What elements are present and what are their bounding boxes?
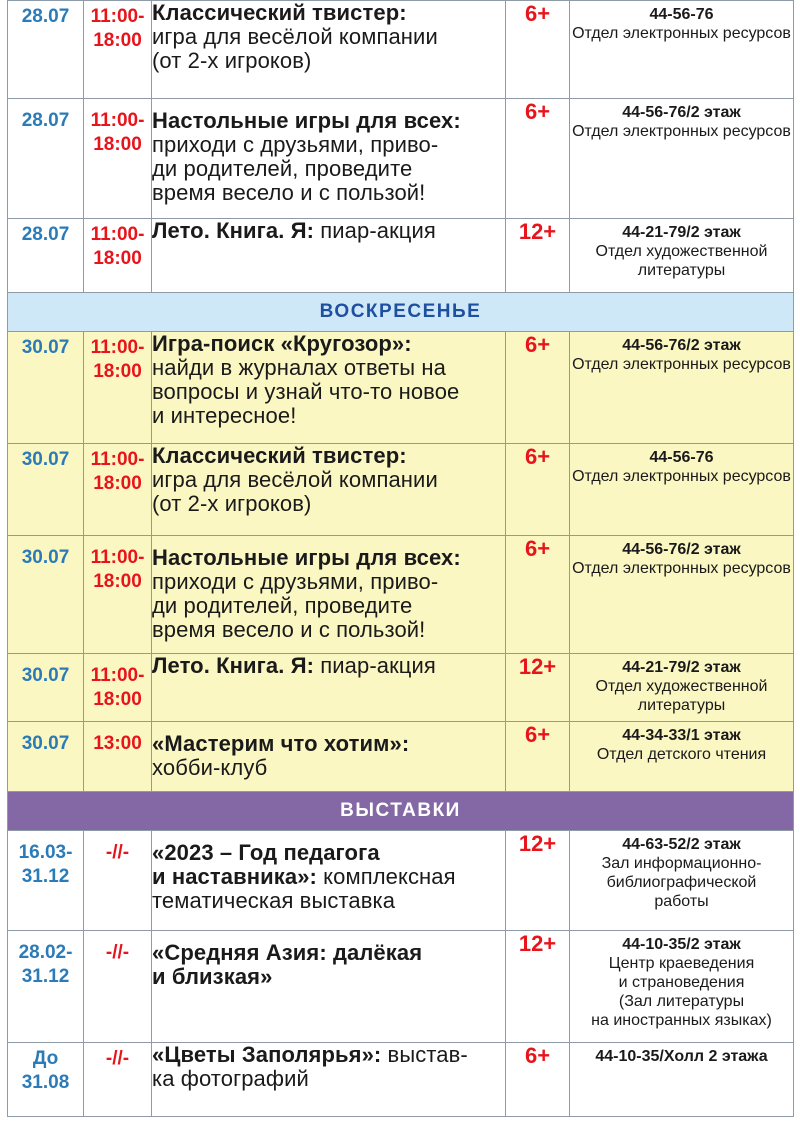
- section-title: ВОСКРЕСЕНЬЕ: [8, 293, 794, 332]
- event-title: Лето. Книга. Я: пиар-акция: [152, 218, 436, 243]
- exhibition-row: [8, 831, 794, 931]
- age-rating: 6+: [524, 99, 551, 124]
- event-time: 11:00- 18:00: [90, 665, 145, 710]
- age-rating: 6+: [524, 536, 551, 561]
- exhibition-title: «Средняя Азия: далёкая и близкая»: [152, 940, 423, 989]
- exhibition-contact: 44-10-35/Холл 2 этажа: [595, 1048, 768, 1065]
- exhibition-time: -//-: [105, 842, 130, 863]
- event-time: 11:00- 18:00: [90, 547, 145, 592]
- section-title: ВЫСТАВКИ: [8, 792, 794, 831]
- event-contact: 44-56-76/2 этаж Отдел электронных ресурсов: [572, 104, 791, 140]
- exhibition-contact: 44-63-52/2 этаж Зал информационно- библиографической работы: [601, 836, 762, 910]
- exhibition-row: [8, 1043, 794, 1117]
- event-title: Игра-поиск «Кругозор»: найди в журналах ответы на вопросы и узнай что-то новое и интересное!: [152, 331, 460, 428]
- exhibition-time: -//-: [105, 942, 130, 963]
- event-date: 28.07: [21, 6, 70, 27]
- event-row: [8, 722, 794, 792]
- section-header-sunday: [8, 293, 794, 332]
- event-date: 28.07: [21, 110, 70, 131]
- age-rating: 6+: [524, 1043, 551, 1068]
- event-contact: 44-34-33/1 этаж Отдел детского чтения: [596, 727, 767, 763]
- event-time: 11:00- 18:00: [90, 110, 145, 155]
- event-time: 13:00: [93, 733, 142, 754]
- age-rating: 6+: [524, 332, 551, 357]
- age-rating: 12+: [518, 654, 557, 679]
- exhibition-contact: 44-10-35/2 этаж Центр краеведения и страноведения (Зал литературы на иностранных языках): [591, 936, 772, 1029]
- event-contact: 44-56-76/2 этаж Отдел электронных ресурсов: [572, 541, 791, 577]
- event-date: 30.07: [21, 337, 70, 358]
- exhibition-title: «2023 – Год педагога и наставника»: комплексная тематическая выставка: [152, 840, 456, 913]
- event-contact: 44-21-79/2 этаж Отдел художественной литературы: [595, 224, 768, 279]
- exhibition-dates: До 31.08: [21, 1048, 70, 1093]
- exhibition-dates: 16.03- 31.12: [18, 842, 73, 887]
- event-date: 30.07: [21, 547, 70, 568]
- event-title: Классический твистер: игра для весёлой компании (от 2-х игроков): [152, 443, 438, 516]
- event-row: [8, 1, 794, 99]
- event-time: 11:00- 18:00: [90, 337, 145, 382]
- event-title: Классический твистер: игра для весёлой компании (от 2-х игроков): [152, 0, 438, 73]
- event-contact: 44-21-79/2 этаж Отдел художественной литературы: [595, 659, 768, 714]
- exhibition-dates: 28.02- 31.12: [18, 942, 73, 987]
- schedule-table: [7, 0, 794, 1117]
- event-title: Настольные игры для всех: приходи с друзьями, приво- ди родителей, проведите время весело и с пользой!: [152, 545, 461, 642]
- event-date: 30.07: [21, 733, 70, 754]
- event-title: «Мастерим что хотим»: хобби-клуб: [152, 731, 410, 780]
- exhibition-row: [8, 931, 794, 1043]
- exhibition-title: «Цветы Заполярья»: выстав- ка фотографий: [152, 1042, 468, 1091]
- event-row: [8, 219, 794, 293]
- age-rating: 6+: [524, 722, 551, 747]
- event-title: Лето. Книга. Я: пиар-акция: [152, 653, 436, 678]
- event-title: Настольные игры для всех: приходи с друзьями, приво- ди родителей, проведите время весело и с пользой!: [152, 108, 461, 205]
- exhibition-time: -//-: [105, 1048, 130, 1069]
- event-time: 11:00- 18:00: [90, 224, 145, 269]
- age-rating: 12+: [518, 931, 557, 956]
- event-row: [8, 444, 794, 536]
- event-date: 28.07: [21, 224, 70, 245]
- event-row: [8, 99, 794, 219]
- event-contact: 44-56-76 Отдел электронных ресурсов: [572, 6, 791, 42]
- age-rating: 12+: [518, 831, 557, 856]
- event-time: 11:00- 18:00: [90, 449, 145, 494]
- event-contact: 44-56-76/2 этаж Отдел электронных ресурсов: [572, 337, 791, 373]
- section-header-exhibitions: [8, 792, 794, 831]
- age-rating: 6+: [524, 444, 551, 469]
- event-row: [8, 654, 794, 722]
- age-rating: 6+: [524, 1, 551, 26]
- event-time: 11:00- 18:00: [90, 6, 145, 51]
- event-date: 30.07: [21, 449, 70, 470]
- event-row: [8, 536, 794, 654]
- event-row: [8, 332, 794, 444]
- age-rating: 12+: [518, 219, 557, 244]
- event-date: 30.07: [21, 665, 70, 686]
- event-contact: 44-56-76 Отдел электронных ресурсов: [572, 449, 791, 485]
